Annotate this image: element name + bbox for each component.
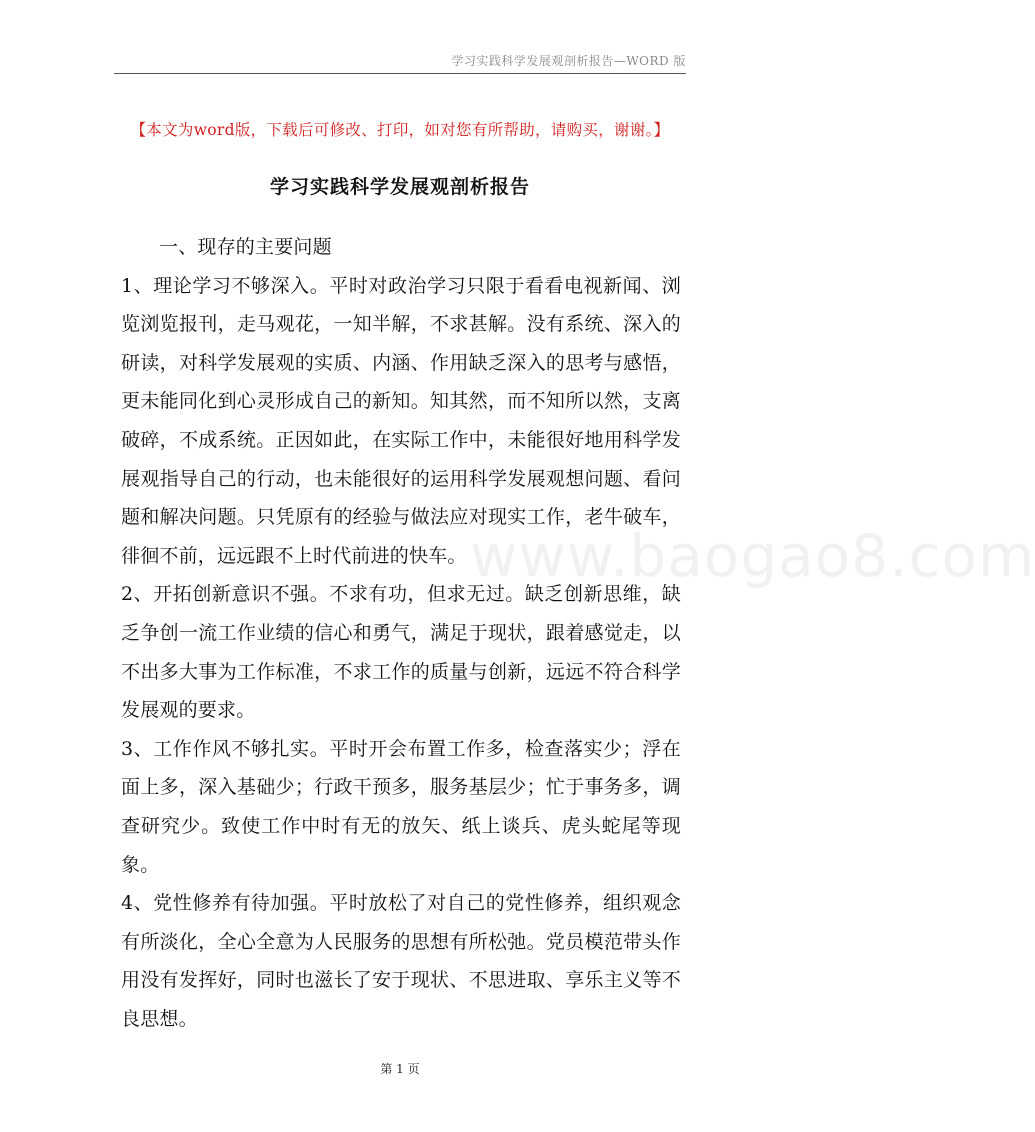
document-body xyxy=(121,228,681,1038)
watermark: www.baogao8.com xyxy=(470,522,1035,590)
header-divider xyxy=(114,73,686,74)
paragraph: 4、党性修养有待加强。平时放松了对自己的党性修养，组织观念有所淡化，全心全意为人民服务的思想有所松弛。党员模范带头作用没有发挥好，同时也滋长了安于现状、不思进取、享乐主义等不良思想。 xyxy=(121,892,681,1030)
paragraph: 3、工作作风不够扎实。平时开会布置工作多，检查落实少；浮在面上多，深入基础少；行政干预多，服务基层少；忙于事务多，调查研究少。致使工作中时有无的放矢、纸上谈兵、虎头蛇尾等现象。 xyxy=(121,737,681,876)
running-header: 学习实践科学发展观剖析报告—WORD 版 xyxy=(451,54,686,68)
paragraph: 1、理论学习不够深入。平时对政治学习只限于看看电视新闻、浏览浏览报刊，走马观花，一知半解，不求甚解。没有系统、深入的研读，对科学发展观的实质、内涵、作用缺乏深入的思考与感悟，更未能同化到心灵形成自己的新知。知其然，而不知所以然，支离破碎，不成系统。正因如此，在实际工作中，未能很好地用科学发展观指导自己的行动，也未能很好的运用科学发展观想问题、看问题和解决问题。只凭原有的经验与做法应对现实工作，老牛破车，徘徊不前，远远跟不上时代前进的快车。 xyxy=(121,274,681,567)
page-title: 学习实践科学发展观剖析报告 xyxy=(269,176,530,198)
page-number: 第 1 页 xyxy=(380,1062,420,1076)
purchase-notice: 【本文为word版，下载后可修改、打印，如对您有所帮助，请购买，谢谢。】 xyxy=(130,121,670,139)
paragraph: 2、开拓创新意识不强。不求有功，但求无过。缺乏创新思维，缺乏争创一流工作业绩的信心和勇气，满足于现状，跟着感觉走，以不出多大事为工作标准，不求工作的质量与创新，远远不符合科学发展观的要求。 xyxy=(121,583,681,722)
section-heading: 一、现存的主要问题 xyxy=(159,236,332,258)
